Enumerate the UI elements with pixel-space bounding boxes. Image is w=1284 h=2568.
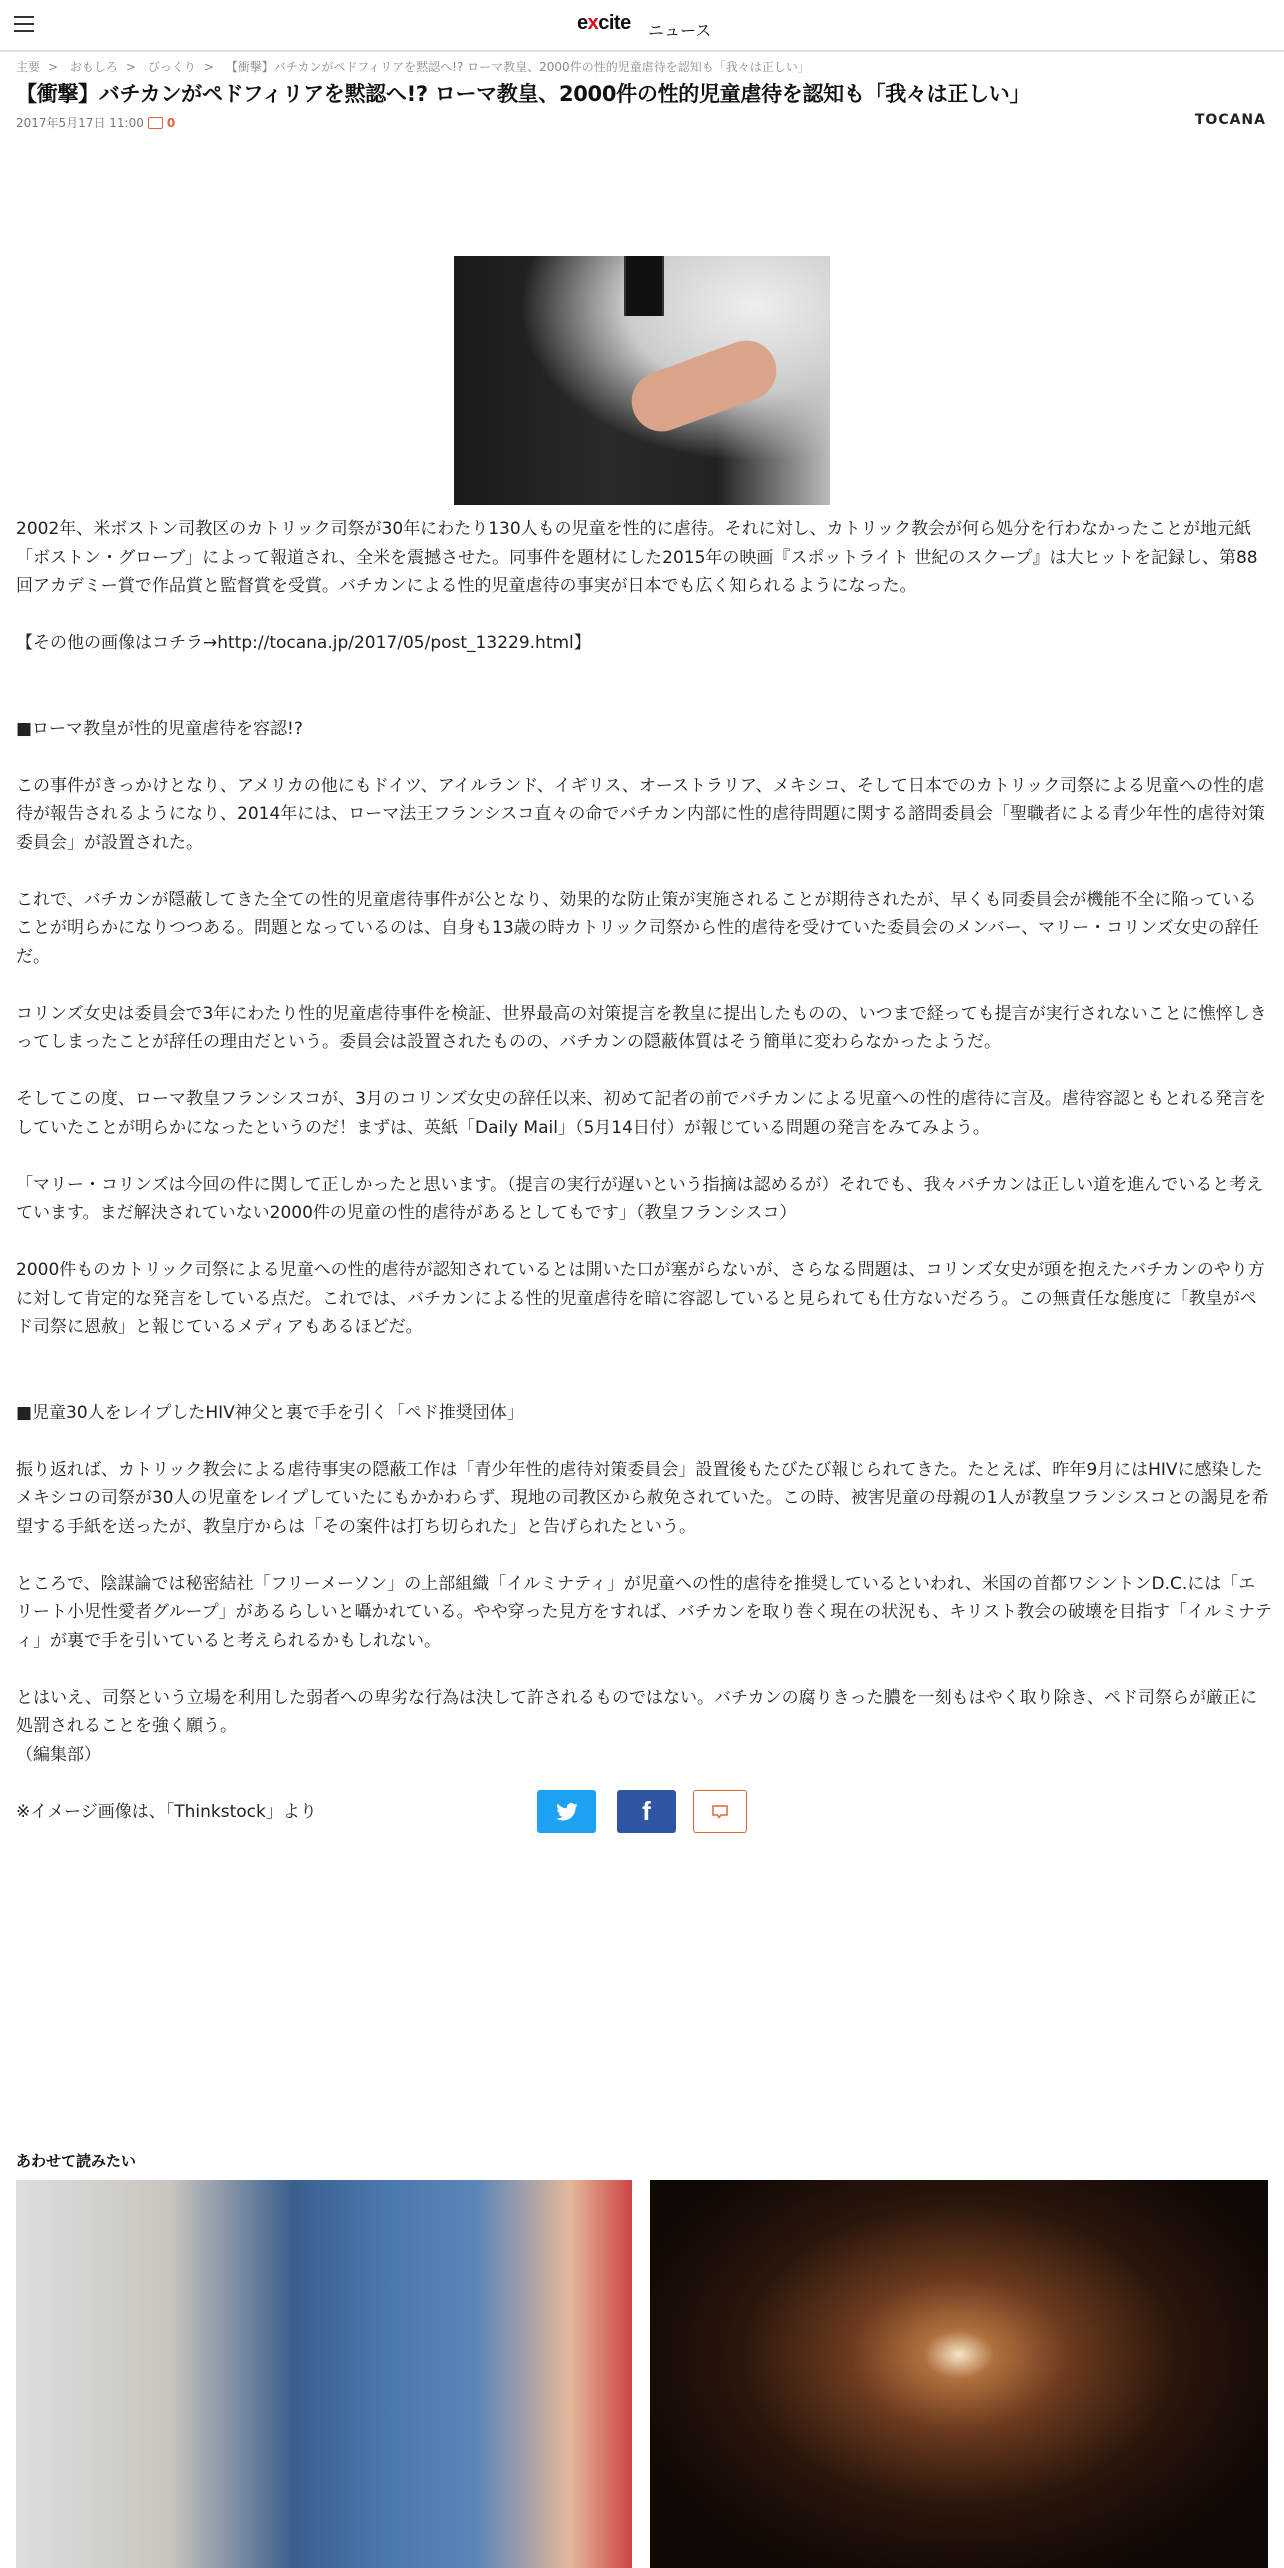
breadcrumb-item[interactable]: 主要 bbox=[16, 60, 41, 74]
author-credit: （編集部） bbox=[16, 1744, 101, 1765]
site-header bbox=[0, 0, 1284, 52]
paragraph: そしてこの度、ローマ教皇フランシスコが、3月のコリンズ女史の辞任以来、初めて記者の前でバチカンによる児童への性的虐待に言及。虐待容認ともとれる発言をしていたことが明らかになったというのだ！まずは、英紙「Daily Mail」（5月14日付）が報じている問題の発言をみてみよう。 bbox=[16, 1089, 1267, 1138]
excite-logo[interactable]: excite bbox=[577, 12, 631, 34]
comment-count[interactable]: 0 bbox=[166, 115, 176, 130]
breadcrumb: 主要 > おもしろ > びっくり > 【衝撃】バチカンがペドフィリアを黙認へ!? ローマ教皇、2000件の性的児童虐待を認知も「我々は正しい」 bbox=[16, 60, 810, 74]
paragraph: 「マリー・コリンズは今回の件に関して正しかったと思います。（提言の実行が遅いという指摘は認めるが）それでも、我々バチカンは正しい道を進んでいると考えています。まだ解決されていない2000件の児童の性的虐待があるとしてもです」（教皇フランシスコ） bbox=[16, 1174, 1264, 1223]
breadcrumb-item[interactable]: びっくり bbox=[147, 60, 196, 74]
image-credit: ※イメージ画像は、「Thinkstock」より bbox=[16, 1801, 317, 1822]
source-logo[interactable]: TOCANA bbox=[1194, 112, 1266, 128]
breadcrumb-item[interactable]: おもしろ bbox=[69, 60, 118, 74]
paragraph: コリンズ女史は委員会で3年にわたり性的児童虐待事件を検証、世界最高の対策提言を教皇に提出したものの、いつまで経っても提言が実行されないことに憔悴しきってしまったことが辞任の理由だという。委員会は設置されたものの、バチカンの隠蔽体質はそう簡単に変わらなかったようだ。 bbox=[16, 1003, 1267, 1052]
paragraph: これで、バチカンが隠蔽してきた全ての性的児童虐待事件が公となり、効果的な防止策が実施されることが期待されたが、早くも同委員会が機能不全に陥っていることが明らかになりつつある。問題となっているのは、自身も13歳の時カトリック司祭から性的虐待を受けていた委員会のメンバー、マリー・コリンズ女史の辞任だ。 bbox=[16, 889, 1259, 967]
logo-subtitle: ニュース bbox=[648, 21, 712, 40]
paragraph: この事件がきっかけとなり、アメリカの他にもドイツ、アイルランド、イギリス、オーストラリア、メキシコ、そして日本でのカトリック司祭による児童への性的虐待が報告されるようになり、2014年には、ローマ法王フランシスコ直々の命でバチカン内部に性的虐待問題に関する諮問委員会「聖職者による青少年性的虐待対策委員会」が設置された。 bbox=[16, 775, 1265, 853]
article-meta bbox=[16, 114, 175, 131]
related-article-image[interactable] bbox=[16, 2180, 632, 2568]
facebook-share-button[interactable] bbox=[617, 1790, 676, 1833]
paragraph: 2000件ものカトリック司祭による児童への性的虐待が認知されているとは開いた口が塞がらないが、さらなる問題は、コリンズ女史が頭を抱えたバチカンのやり方に対して肯定的な発言をしている点だ。これでは、バチカンによる性的児童虐待を暗に容認していると見られても仕方ないだろう。この無責任な態度に「教皇がペド司祭に恩赦」と報じているメディアもあるほどだ。 bbox=[16, 1260, 1265, 1337]
twitter-share-button[interactable] bbox=[537, 1790, 596, 1833]
paragraph: ところで、陰謀論では秘密結社「フリーメーソン」の上部組織「イルミナティ」が児童への性的虐待を推奨しているといわれ、米国の首都ワシントンD.C.には「エリート小児性愛者グループ」があるらしいと囁かれている。やや穿った見方をすれば、バチカンを取り巻く現在の状況も、キリスト教会の破壊を目指す「イルミナティ」が裏で手を引いていると考えられるかもしれない。 bbox=[16, 1573, 1272, 1651]
section-heading: ■児童30人をレイプしたHIV神父と裏で手を引く「ペド推奨団体」 bbox=[16, 1402, 524, 1423]
comment-icon[interactable] bbox=[148, 117, 163, 129]
paragraph: とはいえ、司祭という立場を利用した弱者への卑劣な行為は決して許されるものではない。バチカンの腐りきった膿を一刻もはやく取り除き、ペド司祭らが厳正に処罰されることを強く願う。 bbox=[16, 1687, 1257, 1736]
article-date: 2017年5月17日 11:00 bbox=[16, 116, 144, 130]
paragraph: 2002年、米ボストン司教区のカトリック司祭が30年にわたり130人もの児童を性的に虐待。それに対し、カトリック教会が何ら処分を行わなかったことが地元紙「ボストン・グローブ」によって報道され、全米を震撼させた。同事件を題材にした2015年の映画『スポットライト 世紀のスクープ』は大ヒットを記録し、第88回アカデミー賞で作品賞と監督賞を受賞。バチカンによる性的児童虐待の事実が日本でも広く知られるようになった。 bbox=[16, 519, 1258, 596]
comment-icon bbox=[712, 1805, 728, 1819]
twitter-icon bbox=[556, 1803, 578, 1821]
breadcrumb-current: 【衝撃】バチカンがペドフィリアを黙認へ!? ローマ教皇、2000件の性的児童虐待を認知も「我々は正しい」 bbox=[225, 60, 810, 74]
comment-button[interactable] bbox=[693, 1790, 747, 1833]
related-heading: あわせて読みたい bbox=[16, 2152, 137, 2170]
more-images-link[interactable]: 【その他の画像はコチラ→http://tocana.jp/2017/05/post_13229.html】 bbox=[16, 633, 591, 653]
article-image bbox=[454, 256, 830, 505]
related-article-image[interactable] bbox=[650, 2180, 1268, 2568]
section-heading: ■ローマ教皇が性的児童虐待を容認!? bbox=[16, 718, 303, 739]
article-title: 【衝撃】バチカンがペドフィリアを黙認へ!? ローマ教皇、2000件の性的児童虐待を認知も「我々は正しい」 bbox=[16, 82, 1031, 106]
article-body bbox=[16, 515, 1272, 1855]
facebook-icon: f bbox=[642, 1796, 651, 1826]
paragraph: 振り返れば、カトリック教会による虐待事実の隠蔽工作は「青少年性的虐待対策委員会」設置後もたびたび報じられてきた。たとえば、昨年9月にはHIVに感染したメキシコの司祭が30人の児童をレイプしていたにもかかわらず、現地の司教区から赦免されていた。この時、被害児童の母親の1人が教皇フランシスコとの謁見を希望する手紙を送ったが、教皇庁からは「その案件は打ち切られた」と告げられたという。 bbox=[16, 1459, 1269, 1537]
hamburger-menu-icon[interactable] bbox=[14, 16, 34, 32]
